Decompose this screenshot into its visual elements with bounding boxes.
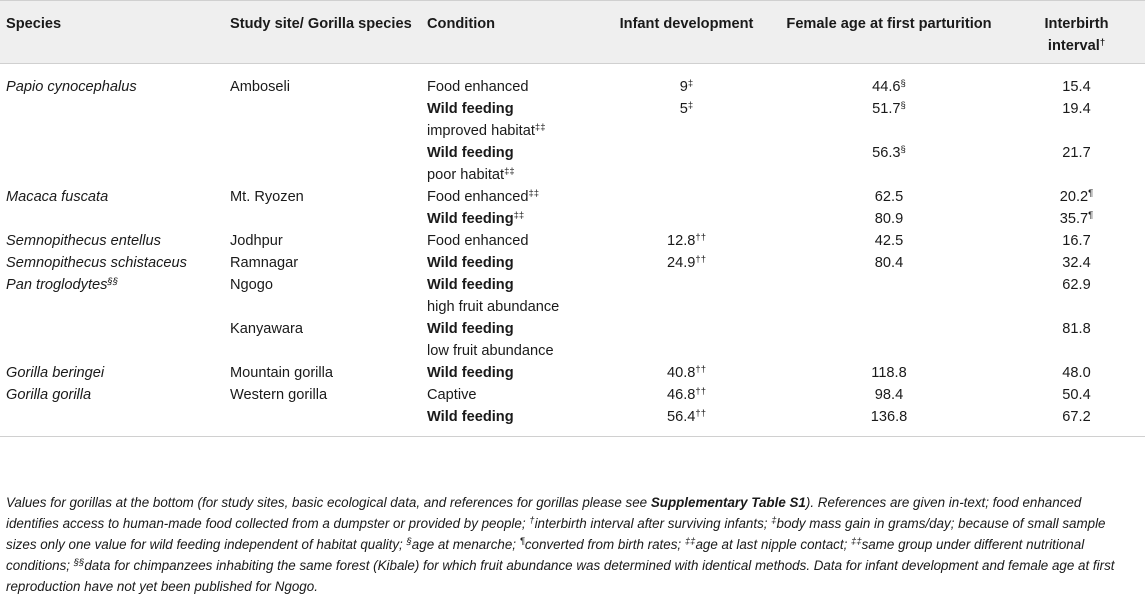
header-species: Species <box>0 1 224 64</box>
cell-condition <box>421 362 603 384</box>
female-age-value: 98.4 <box>874 387 904 403</box>
cell-infant-development <box>603 230 770 252</box>
cell-species <box>0 318 224 362</box>
interbirth-value: 62.9 <box>1062 277 1091 293</box>
cell-interbirth-interval <box>1008 252 1145 274</box>
cell-female-age <box>770 384 1008 406</box>
interbirth-value: 35.7 <box>1059 211 1089 227</box>
cell-female-age <box>770 230 1008 252</box>
cell-female-age <box>770 362 1008 384</box>
cell-infant-development <box>603 274 770 318</box>
cell-infant-development <box>603 98 770 142</box>
female-age-value: 80.9 <box>874 211 904 227</box>
study-site: Kanyawara <box>230 321 304 337</box>
female-age-value: 62.5 <box>874 189 904 205</box>
cell-infant-development <box>603 64 770 99</box>
ibi-mark: ¶ <box>1088 188 1094 199</box>
condition-detail: improved habitat <box>427 123 535 139</box>
cell-interbirth-interval <box>1008 318 1145 362</box>
female-age-value: 51.7 <box>872 101 901 117</box>
infant-mark: ‡ <box>687 100 694 111</box>
cell-interbirth-interval <box>1008 186 1145 208</box>
cell-female-age <box>770 186 1008 208</box>
condition-label: Wild feeding <box>427 145 514 161</box>
condition-label: Wild feeding <box>427 277 514 293</box>
infant-mark: †† <box>695 386 706 397</box>
species-name: Papio cynocephalus <box>6 79 137 95</box>
cell-condition <box>421 98 603 142</box>
cell-interbirth-interval <box>1008 384 1145 406</box>
cell-condition <box>421 384 603 406</box>
table-row <box>0 362 1145 384</box>
table-row <box>0 252 1145 274</box>
condition-label: Wild feeding <box>427 211 514 227</box>
cell-study-site <box>224 208 421 230</box>
cell-species <box>0 64 224 99</box>
condition-detail: low fruit abundance <box>427 343 554 359</box>
infant-development-value: 46.8 <box>667 387 696 403</box>
species-name: Macaca fuscata <box>6 189 109 205</box>
infant-development-value: 40.8 <box>667 365 696 381</box>
interbirth-value: 50.4 <box>1062 387 1091 403</box>
note-text: Values for gorillas at the bottom (for study sites, basic ecological data, and references for gorillas please see <box>6 495 651 510</box>
cell-infant-development <box>603 142 770 186</box>
condition-label: Wild feeding <box>427 321 514 337</box>
study-site: Mountain gorilla <box>230 365 334 381</box>
interbirth-value: 32.4 <box>1062 255 1091 271</box>
table-row <box>0 186 1145 208</box>
note-text: ). References are given in-text; food enhanced identifies access to human-made food collected from a dumpster or provided by people; <box>6 495 1082 531</box>
cell-study-site <box>224 98 421 142</box>
interbirth-value: 81.8 <box>1062 321 1091 337</box>
cell-interbirth-interval <box>1008 98 1145 142</box>
cell-species <box>0 186 224 208</box>
cell-species <box>0 208 224 230</box>
note-text: age at menarche; <box>411 537 520 552</box>
cell-female-age <box>770 208 1008 230</box>
cell-study-site <box>224 274 421 318</box>
cell-condition <box>421 64 603 99</box>
note-text: same group under different nutritional conditions; <box>6 537 1085 573</box>
condition-label: Wild feeding <box>427 255 514 271</box>
table-body <box>0 64 1145 437</box>
cell-infant-development <box>603 186 770 208</box>
table-footnote <box>6 492 1136 597</box>
table-row <box>0 274 1145 318</box>
interbirth-value: 67.2 <box>1062 409 1091 425</box>
cell-infant-development <box>603 318 770 362</box>
condition-detail: high fruit abundance <box>427 299 560 315</box>
female-age-value: 42.5 <box>874 233 904 249</box>
infant-development-value: 56.4 <box>667 409 696 425</box>
cell-female-age <box>770 64 1008 99</box>
cell-study-site <box>224 186 421 208</box>
cell-species <box>0 142 224 186</box>
note-mark: §§ <box>73 557 85 568</box>
cell-female-age <box>770 98 1008 142</box>
infant-development-value: 24.9 <box>667 255 696 271</box>
condition-label: Food enhanced <box>427 189 529 205</box>
cell-species <box>0 362 224 384</box>
condition-label: Wild feeding <box>427 409 514 425</box>
cell-condition <box>421 252 603 274</box>
header-ibi-label: Interbirth interval <box>1044 16 1109 54</box>
cell-female-age <box>770 318 1008 362</box>
cell-infant-development <box>603 362 770 384</box>
species-name: Gorilla gorilla <box>6 387 92 403</box>
cell-study-site <box>224 406 421 437</box>
note-text: interbirth interval after surviving infants; <box>534 516 772 531</box>
cell-condition <box>421 208 603 230</box>
study-site: Mt. Ryozen <box>230 189 304 205</box>
condition-label: Food enhanced <box>427 233 529 249</box>
species-name: Semnopithecus entellus <box>6 233 161 249</box>
note-mark: ‡‡ <box>851 536 862 547</box>
cell-interbirth-interval <box>1008 406 1145 437</box>
header-interbirth-interval <box>1008 1 1145 64</box>
cell-interbirth-interval <box>1008 362 1145 384</box>
cell-infant-development <box>603 208 770 230</box>
cell-species <box>0 406 224 437</box>
cell-study-site <box>224 64 421 99</box>
cell-study-site <box>224 362 421 384</box>
table-row <box>0 230 1145 252</box>
female-age-value: 118.8 <box>871 365 907 381</box>
cell-study-site <box>224 318 421 362</box>
species-name: Semnopithecus schistaceus <box>6 255 187 271</box>
cell-interbirth-interval <box>1008 274 1145 318</box>
cell-condition <box>421 318 603 362</box>
condition-detail-mark: ‡‡ <box>504 166 515 177</box>
header-ibi-mark: † <box>1099 37 1106 48</box>
study-site: Jodhpur <box>230 233 283 249</box>
cell-female-age <box>770 274 1008 318</box>
cell-interbirth-interval <box>1008 64 1145 99</box>
cell-study-site <box>224 252 421 274</box>
cell-interbirth-interval <box>1008 142 1145 186</box>
condition-label: Wild feeding <box>427 101 514 117</box>
study-site: Ngogo <box>230 277 274 293</box>
table-row <box>0 384 1145 406</box>
cell-interbirth-interval <box>1008 208 1145 230</box>
note-text: data for chimpanzees inhabiting the same forest (Kibale) for which fruit abundance was determined with identical methods. Data for infant development and female age at first reproduction have not yet been published for Ngogo. <box>6 558 1115 594</box>
cell-infant-development <box>603 406 770 437</box>
table-row <box>0 208 1145 230</box>
note-mark: ‡ <box>771 515 777 526</box>
cell-infant-development <box>603 252 770 274</box>
note-supplementary-ref: Supplementary Table S1 <box>650 495 806 510</box>
cell-female-age <box>770 406 1008 437</box>
note-text: converted from birth rates; <box>524 537 685 552</box>
condition-detail-mark: ‡‡ <box>534 122 546 133</box>
cell-condition <box>421 186 603 208</box>
condition-label: Captive <box>427 387 477 403</box>
condition-detail: poor habitat <box>427 167 505 183</box>
infant-development-value: 9 <box>679 79 688 95</box>
note-mark: † <box>529 515 535 526</box>
cell-condition <box>421 406 603 437</box>
interbirth-value: 16.7 <box>1062 233 1091 249</box>
header-female-age: Female age at first parturition <box>770 1 1008 64</box>
note-mark: ¶ <box>519 536 525 547</box>
cell-female-age <box>770 252 1008 274</box>
header-condition: Condition <box>421 1 603 64</box>
note-mark: ‡‡ <box>684 536 696 547</box>
cell-female-age <box>770 142 1008 186</box>
cell-species <box>0 252 224 274</box>
note-text: body mass gain in grams/day; because of small sample sizes only one value for wild feeding independent of habitat quality; <box>6 516 1106 552</box>
infant-development-value: 12.8 <box>667 233 696 249</box>
female-age-value: 56.3 <box>872 145 901 161</box>
female-age-value: 80.4 <box>874 255 904 271</box>
ibi-mark: ¶ <box>1088 210 1094 221</box>
interbirth-value: 20.2 <box>1059 189 1089 205</box>
note-mark: § <box>406 536 412 547</box>
cell-interbirth-interval <box>1008 230 1145 252</box>
header-study-site: Study site/ Gorilla species <box>224 1 421 64</box>
infant-mark: †† <box>695 364 706 375</box>
infant-development-value: 5 <box>679 101 688 117</box>
interbirth-value: 15.4 <box>1062 79 1091 95</box>
cell-study-site <box>224 384 421 406</box>
condition-mark: ‡‡ <box>513 210 525 221</box>
table-row <box>0 406 1145 437</box>
cell-species <box>0 274 224 318</box>
study-site: Western gorilla <box>230 387 328 403</box>
cell-condition <box>421 230 603 252</box>
female-age-value: 136.8 <box>870 409 908 425</box>
species-mark: §§ <box>107 276 118 287</box>
age-mark: § <box>900 78 906 89</box>
condition-label: Wild feeding <box>427 365 514 381</box>
interbirth-value: 19.4 <box>1062 101 1091 117</box>
cell-condition <box>421 142 603 186</box>
header-row <box>0 1 1145 64</box>
cell-study-site <box>224 230 421 252</box>
cell-species <box>0 230 224 252</box>
cell-species <box>0 384 224 406</box>
interbirth-value: 21.7 <box>1062 145 1091 161</box>
infant-mark: ‡ <box>687 78 694 89</box>
table-row <box>0 318 1145 362</box>
cell-condition <box>421 274 603 318</box>
table-row <box>0 98 1145 142</box>
female-age-value: 44.6 <box>872 79 901 95</box>
age-mark: § <box>900 144 906 155</box>
cell-species <box>0 98 224 142</box>
table-row <box>0 142 1145 186</box>
table-row <box>0 64 1145 99</box>
interbirth-value: 48.0 <box>1062 365 1091 381</box>
species-name: Gorilla beringei <box>6 365 105 381</box>
note-text: age at last nipple contact; <box>695 537 852 552</box>
condition-mark: ‡‡ <box>528 188 540 199</box>
infant-mark: †† <box>695 232 706 243</box>
age-mark: § <box>900 100 906 111</box>
cell-infant-development <box>603 384 770 406</box>
study-site: Ramnagar <box>230 255 299 271</box>
infant-mark: †† <box>695 408 706 419</box>
species-name: Pan troglodytes <box>6 277 108 293</box>
header-infant-development: Infant development <box>603 1 770 64</box>
cell-study-site <box>224 142 421 186</box>
infant-mark: †† <box>695 254 706 265</box>
study-site: Amboseli <box>230 79 291 95</box>
condition-label: Food enhanced <box>427 79 529 95</box>
